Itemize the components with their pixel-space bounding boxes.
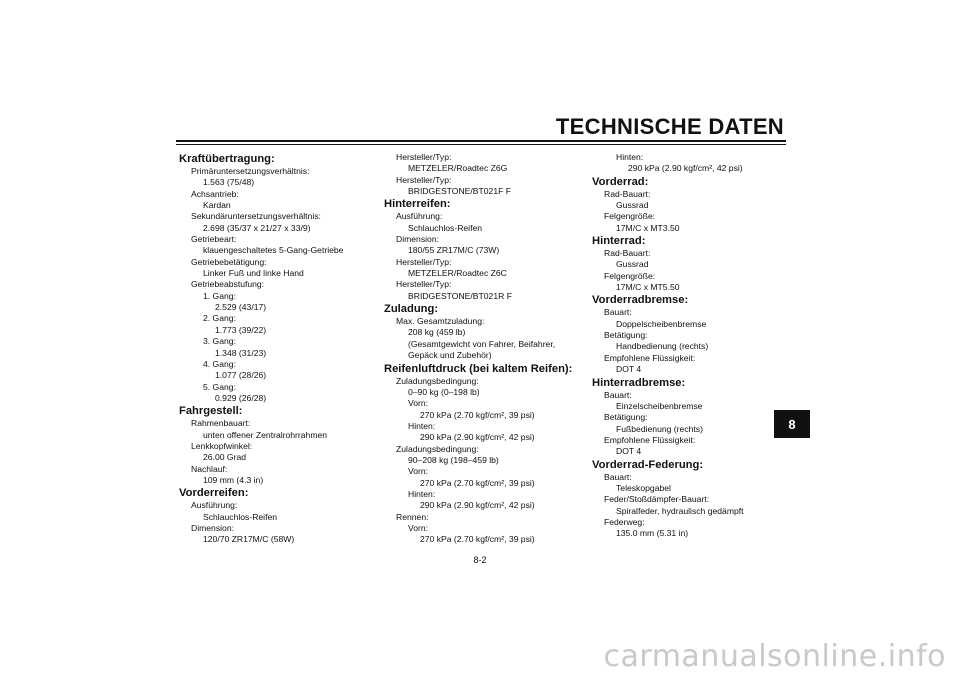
spec-line: Lenkkopfwinkel: bbox=[191, 440, 253, 451]
spec-line: 0.929 (26/28) bbox=[215, 392, 267, 403]
spec-line: BRIDGESTONE/BT021F F bbox=[408, 186, 511, 197]
section-heading: Vorderrad: bbox=[592, 175, 649, 188]
spec-line: Bauart: bbox=[604, 389, 632, 400]
spec-line: Vorn: bbox=[408, 398, 429, 409]
spec-line: 17M/C x MT3.50 bbox=[616, 222, 680, 233]
spec-line: Kardan bbox=[203, 200, 231, 211]
spec-line: Teleskopgabel bbox=[616, 482, 671, 493]
spec-line: Sekundäruntersetzungsverhältnis: bbox=[191, 211, 321, 222]
spec-line: Ausführung: bbox=[396, 211, 443, 222]
section-heading: Zuladung: bbox=[384, 303, 439, 316]
spec-line: 0–90 kg (0–198 lb) bbox=[408, 386, 480, 397]
spec-line: Schlauchlos-Reifen bbox=[408, 222, 483, 233]
spec-line: Betätigung: bbox=[604, 330, 648, 341]
section-heading: Hinterradbremse: bbox=[592, 376, 686, 389]
spec-line: 4. Gang: bbox=[203, 358, 236, 369]
spec-line: Primäruntersetzungsverhältnis: bbox=[191, 166, 310, 176]
section-heading: Vorderradbremse: bbox=[592, 294, 689, 307]
spec-line: 180/55 ZR17M/C (73W) bbox=[408, 245, 500, 256]
spec-line: 109 mm (4.3 in) bbox=[203, 474, 264, 485]
spec-line: Rad-Bauart: bbox=[604, 248, 651, 259]
spec-line: Feder/Stoßdämpfer-Bauart: bbox=[604, 494, 710, 505]
spec-line: Felgengröße: bbox=[604, 270, 656, 281]
spec-line: (Gesamtgewicht von Fahrer, Beifahrer, bbox=[408, 338, 556, 349]
spec-column-3 bbox=[592, 152, 792, 540]
spec-line: 2. Gang: bbox=[203, 313, 236, 324]
page-number: 8-2 bbox=[473, 555, 487, 565]
spec-line: METZELER/Roadtec Z6C bbox=[408, 268, 507, 279]
spec-line: Rad-Bauart: bbox=[604, 188, 651, 199]
spec-column-2 bbox=[384, 152, 584, 546]
spec-line: Linker Fuß und linke Hand bbox=[203, 268, 304, 279]
spec-line: Einzelscheibenbremse bbox=[616, 400, 703, 411]
spec-line: Hersteller/Typ: bbox=[396, 152, 452, 162]
spec-line: METZELER/Roadtec Z6G bbox=[408, 163, 508, 174]
spec-line: 290 kPa (2.90 kgf/cm², 42 psi) bbox=[420, 432, 535, 443]
spec-line: Dimension: bbox=[191, 522, 234, 533]
spec-line: Gussrad bbox=[616, 200, 649, 211]
spec-line: Felgengröße: bbox=[604, 211, 656, 222]
spec-line: Empfohlene Flüssigkeit: bbox=[604, 434, 696, 445]
spec-line: 208 kg (459 lb) bbox=[408, 327, 466, 338]
spec-line: Gepäck und Zubehör) bbox=[408, 350, 492, 361]
section-heading: Hinterrad: bbox=[592, 235, 646, 248]
spec-line: Hinten: bbox=[408, 420, 436, 431]
spec-line: 290 kPa (2.90 kgf/cm², 42 psi) bbox=[628, 163, 743, 174]
spec-line: Dimension: bbox=[396, 234, 439, 245]
spec-line: Spiralfeder, hydraulisch gedämpft bbox=[616, 505, 744, 516]
spec-line: 2.529 (43/17) bbox=[215, 302, 267, 313]
spec-line: 270 kPa (2.70 kgf/cm², 39 psi) bbox=[420, 477, 535, 488]
spec-line: Getriebebetätigung: bbox=[191, 256, 267, 267]
section-heading: Kraftübertragung: bbox=[179, 153, 275, 165]
spec-line: Hersteller/Typ: bbox=[396, 174, 452, 185]
spec-line: 290 kPa (2.90 kgf/cm², 42 psi) bbox=[420, 500, 535, 511]
spec-line: 17M/C x MT5.50 bbox=[616, 282, 680, 293]
spec-line: 1.773 (39/22) bbox=[215, 324, 267, 335]
spec-line: DOT 4 bbox=[616, 446, 642, 457]
spec-line: Ausführung: bbox=[191, 500, 238, 511]
section-heading: Vorderrad-Federung: bbox=[592, 458, 704, 471]
spec-line: 120/70 ZR17M/C (58W) bbox=[203, 534, 295, 545]
spec-line: Bauart: bbox=[604, 471, 632, 482]
spec-line: 2.698 (35/37 x 21/27 x 33/9) bbox=[203, 222, 311, 233]
spec-line: 3. Gang: bbox=[203, 336, 236, 347]
spec-line: Doppelscheibenbremse bbox=[616, 318, 707, 329]
spec-line: Bauart: bbox=[604, 307, 632, 318]
spec-column-1 bbox=[179, 152, 379, 546]
section-heading: Vorderreifen: bbox=[179, 487, 249, 500]
spec-line: Handbedienung (rechts) bbox=[616, 341, 709, 352]
spec-line: Betätigung: bbox=[604, 412, 648, 423]
section-heading: Reifenluftdruck (bei kaltem Reifen): bbox=[384, 362, 573, 375]
spec-line: 1.077 (28/26) bbox=[215, 370, 267, 381]
spec-line: Hinten: bbox=[408, 488, 436, 499]
spec-line: Federweg: bbox=[604, 516, 645, 527]
header-rule bbox=[176, 140, 786, 142]
spec-line: Zuladungsbedingung: bbox=[396, 443, 479, 454]
spec-line: Getriebeabstufung: bbox=[191, 279, 265, 290]
spec-line: Rahmenbauart: bbox=[191, 418, 251, 429]
spec-line: Gussrad bbox=[616, 259, 649, 270]
spec-line: Vorn: bbox=[408, 522, 429, 533]
spec-line: Schlauchlos-Reifen bbox=[203, 511, 278, 522]
section-heading: Fahrgestell: bbox=[179, 405, 243, 418]
spec-line: 1.563 (75/48) bbox=[203, 177, 255, 188]
header-rule-thin bbox=[176, 144, 786, 145]
spec-line: 270 kPa (2.70 kgf/cm², 39 psi) bbox=[420, 409, 535, 420]
spec-line: 90–208 kg (198–459 lb) bbox=[408, 454, 499, 465]
spec-line: Fußbedienung (rechts) bbox=[616, 423, 703, 434]
spec-line: 1.348 (31/23) bbox=[215, 347, 267, 358]
spec-line: 5. Gang: bbox=[203, 381, 236, 392]
spec-line: Hinten: bbox=[616, 152, 644, 162]
spec-line: Vorn: bbox=[408, 466, 429, 477]
spec-line: unten offener Zentralrohrrahmen bbox=[203, 429, 328, 440]
spec-line: Rennen: bbox=[396, 511, 429, 522]
spec-line: Getriebeart: bbox=[191, 234, 237, 245]
spec-line: Achsantrieb: bbox=[191, 188, 239, 199]
spec-line: Nachlauf: bbox=[191, 463, 228, 474]
spec-line: 135.0 mm (5.31 in) bbox=[616, 528, 689, 539]
section-tab: 8 bbox=[774, 410, 810, 438]
spec-line: Zuladungsbedingung: bbox=[396, 375, 479, 386]
spec-line: Hersteller/Typ: bbox=[396, 279, 452, 290]
spec-line: 26.00 Grad bbox=[203, 452, 246, 463]
spec-line: 270 kPa (2.70 kgf/cm², 39 psi) bbox=[420, 534, 535, 545]
spec-line: Empfohlene Flüssigkeit: bbox=[604, 352, 696, 363]
spec-line: Hersteller/Typ: bbox=[396, 256, 452, 267]
spec-line: DOT 4 bbox=[616, 364, 642, 375]
spec-line: Max. Gesamtzuladung: bbox=[396, 316, 485, 327]
section-heading: Hinterreifen: bbox=[384, 198, 451, 211]
spec-line: BRIDGESTONE/BT021R F bbox=[408, 290, 512, 301]
watermark: carmanualsonline.info bbox=[603, 639, 946, 674]
spec-line: klauengeschaltetes 5-Gang-Getriebe bbox=[203, 245, 344, 256]
page-title: TECHNISCHE DATEN bbox=[555, 114, 784, 139]
spec-line: 1. Gang: bbox=[203, 290, 236, 301]
